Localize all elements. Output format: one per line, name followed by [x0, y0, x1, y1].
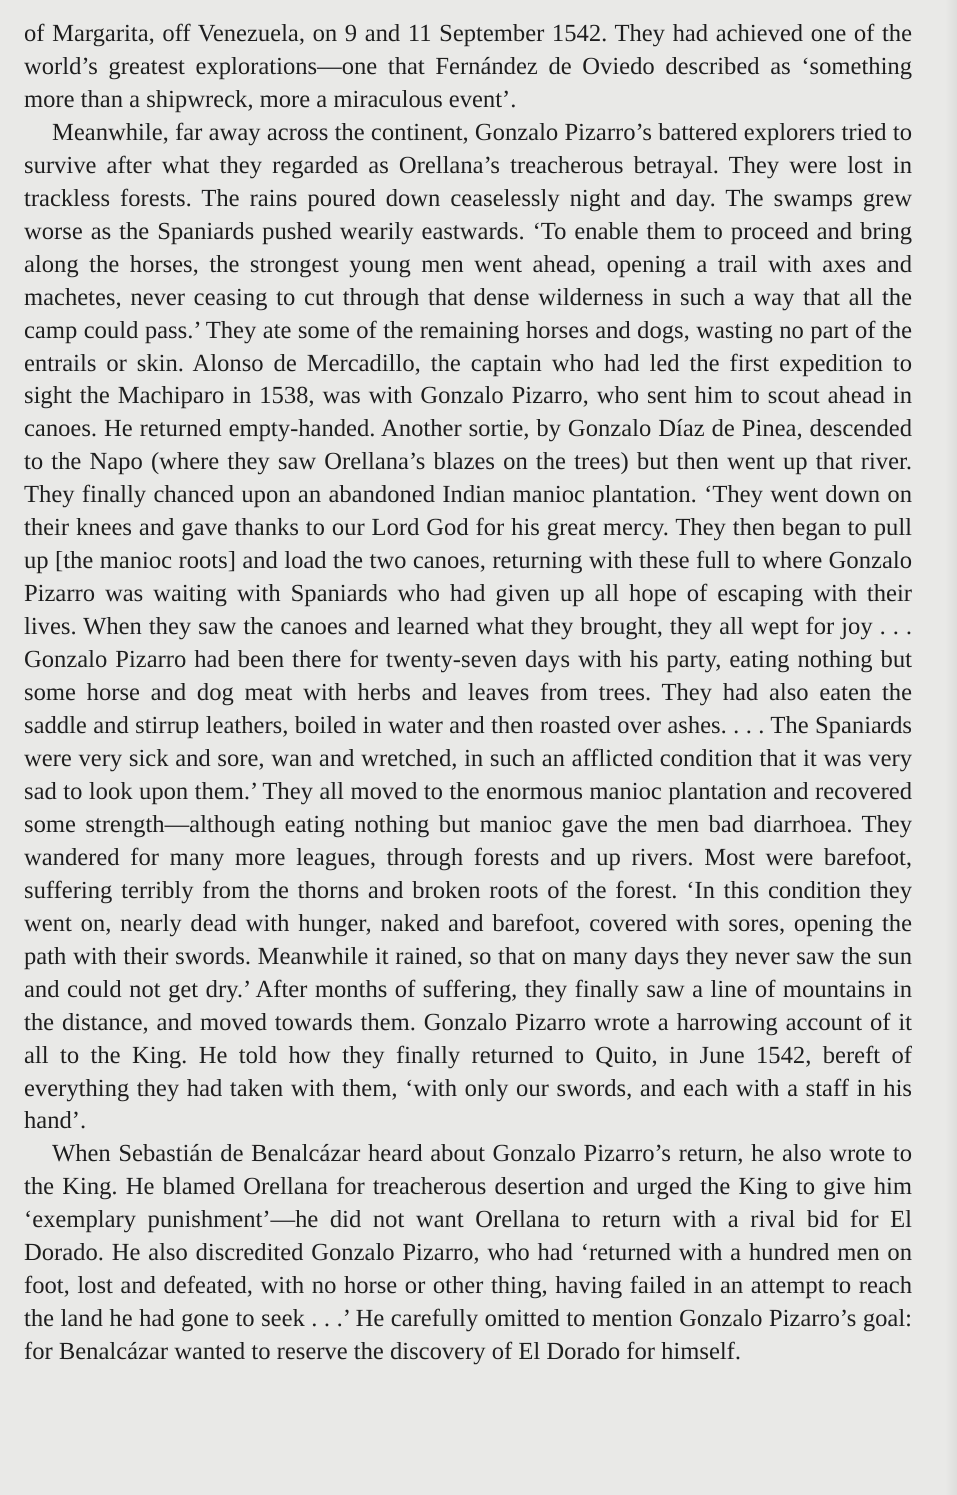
paragraph-2: Meanwhile, far away across the continent, Gonzalo Pizarro’s battered explorers tried to survive after what they regarded as Orellana’s treacherous betrayal. They were lost in trackless forests. The rains poured down ceaselessly night and day. The swamps grew worse as the Spaniards pushed wearily eastwards. ‘To enable them to proceed and bring along the horses, the strongest young men went ahead, opening a trail with axes and machetes, never ceasing to cut through that dense wilderness in such a way that all the camp could pass.’ They ate some of the remaining horses and dogs, wasting no part of the entrails or skin. Alonso de Mercadillo, the captain who had led the first expedition to sight the Machiparo in 1538, was with Gonzalo Pizarro, who sent him to scout ahead in canoes. He returned empty-handed. Another sortie, by Gonzalo Díaz de Pinea, descended to the Napo (where they saw Orellana’s blazes on the trees) but then went up that river. They finally chanced upon an abandoned Indian manioc plantation. ‘They went down on their knees and gave thanks to our Lord God for his great mercy. They then began to pull up [the manioc roots] and load the two canoes, returning with these full to where Gonzalo Pizarro was waiting with Spaniards who had given up all hope of escaping with their lives. When they saw the canoes and learned what they brought, they all wept for joy . . . Gonzalo Pizarro had been there for twenty-seven days with his party, eating nothing but some horse and dog meat with herbs and leaves from trees. They had also eaten the saddle and stirrup leathers, boiled in water and then roasted over ashes. . . . The Spaniards were very sick and sore, wan and wretched, in such an afflicted condition that it was very sad to look upon them.’ They all moved to the enormous manioc plantation and recovered some strength—although eating nothing but manioc gave the men bad diarrhoea. They wandered for many more leagues, through forests and up rivers. Most were barefoot, suffering terribly from the thorns and broken roots of the forest. ‘In this condition they went on, nearly dead with hunger, naked and barefoot, covered with sores, opening the path with their swords. Meanwhile it rained, so that on many days they never saw the sun and could not get dry.’ After months of suffering, they finally saw a line of mountains in the distance, and moved towards them. Gonzalo Pizarro wrote a harrowing account of it all to the King. He told how they finally returned to Quito, in June 1542, bereft of everything they had taken with them, ‘with only our swords, and each with a staff in his hand’.: [24, 118, 912, 1135]
body-text: [24, 18, 912, 1369]
page-edge-shadow: [945, 0, 957, 1495]
paragraph-3: When Sebastián de Benalcázar heard about Gonzalo Pizarro’s return, he also wrote to the King. He blamed Orellana for treacherous desertion and urged the King to give him ‘exemplary punishment’—he did not want Orellana to return with a rival bid for El Dorado. He also discredited Gonzalo Pizarro, who had ‘returned with a hundred men on foot, lost and defeated, with no horse or other thing, having failed in an attempt to reach the land he had gone to seek . . .’ He carefully omitted to mention Gonzalo Pizarro’s goal: for Benalcázar wanted to reserve the discovery of El Dorado for himself.: [24, 1140, 912, 1366]
paragraph-1: of Margarita, off Venezuela, on 9 and 11 September 1542. They had achieved one of the world’s greatest explorations—one that Fernández de Oviedo described as ‘something more than a shipwreck, more a miraculous event’.: [24, 20, 912, 113]
